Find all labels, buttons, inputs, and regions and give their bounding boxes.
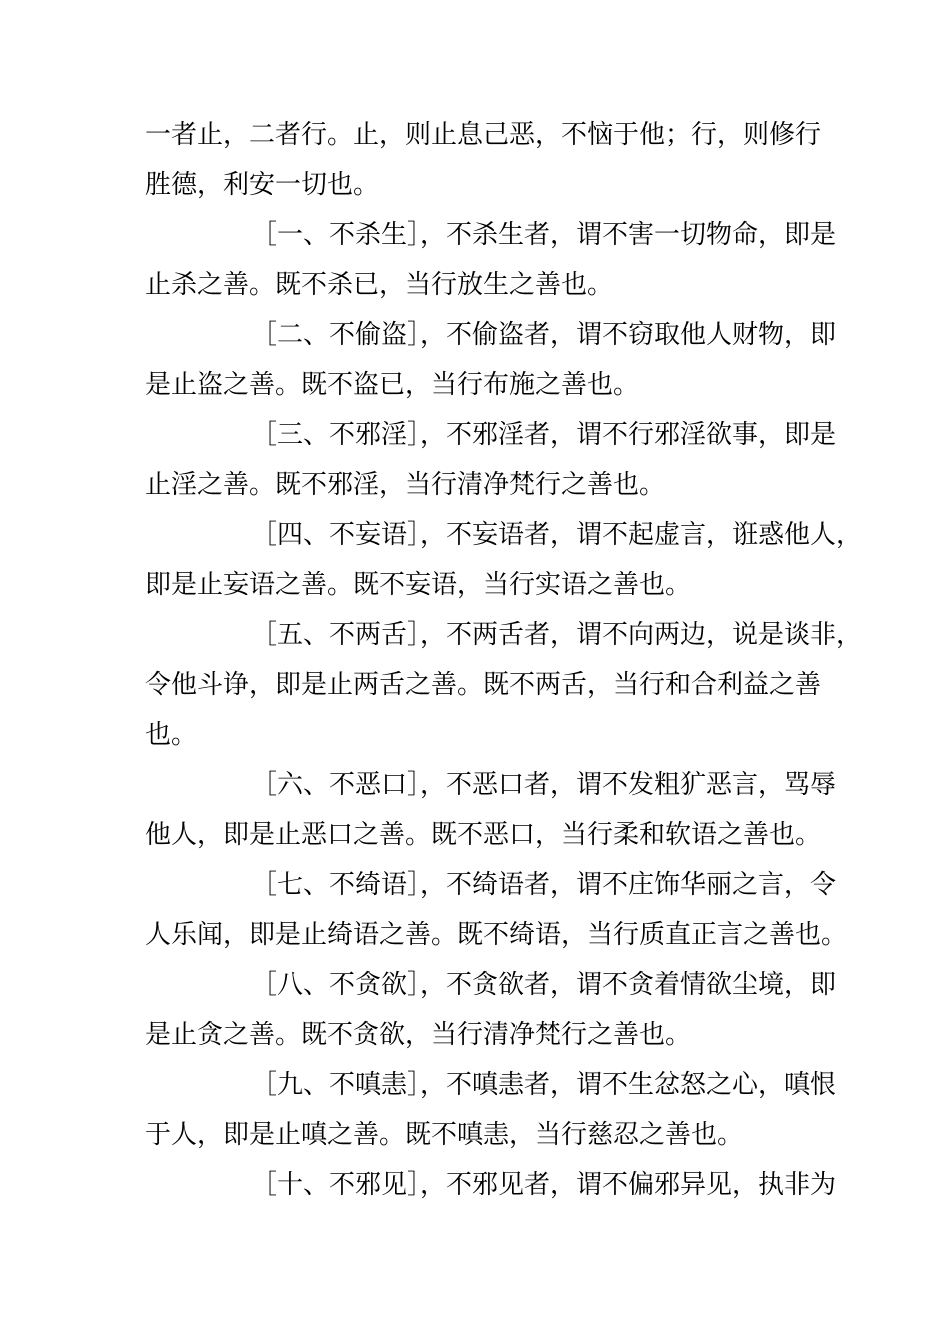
paragraph-first-line: ［一、不杀生］，不杀生者，谓不害一切物命，即是 bbox=[251, 220, 837, 250]
text-line: 于人，即是止嗔之善。既不嗔恚，当行慈忍之善也。 bbox=[145, 1120, 744, 1150]
paragraph-first-line: ［四、不妄语］，不妄语者，谓不起虚言，诳惑他人， bbox=[251, 520, 863, 550]
paragraph-first-line: ［七、不绮语］，不绮语者，谓不庄饰华丽之言，令 bbox=[251, 870, 837, 900]
text-line: 也。 bbox=[145, 720, 198, 750]
paragraph-first-line: ［八、不贪欲］，不贪欲者，谓不贪着情欲尘境，即 bbox=[251, 970, 837, 1000]
text-line: 一者止，二者行。止，则止息己恶，不恼于他；行，则修行 bbox=[145, 120, 822, 150]
text-line: 止杀之善。既不杀已，当行放生之善也。 bbox=[145, 270, 614, 300]
paragraph-first-line: ［十、不邪见］，不邪见者，谓不偏邪异见，执非为 bbox=[251, 1170, 837, 1200]
paragraph-first-line: ［五、不两舌］，不两舌者，谓不向两边，说是谈非， bbox=[251, 620, 863, 650]
text-line: 即是止妄语之善。既不妄语，当行实语之善也。 bbox=[145, 570, 692, 600]
text-line: 人乐闻，即是止绮语之善。既不绮语，当行质直正言之善也。 bbox=[145, 920, 848, 950]
paragraph-first-line: ［三、不邪淫］，不邪淫者，谓不行邪淫欲事，即是 bbox=[251, 420, 837, 450]
text-line: 胜德，利安一切也。 bbox=[145, 170, 380, 200]
text-line: 他人，即是止恶口之善。既不恶口，当行柔和软语之善也。 bbox=[145, 820, 822, 850]
text-line: 是止盗之善。既不盗已，当行布施之善也。 bbox=[145, 370, 640, 400]
text-line: 是止贪之善。既不贪欲，当行清净梵行之善也。 bbox=[145, 1020, 692, 1050]
text-line: 令他斗诤，即是止两舌之善。既不两舌，当行和合利益之善 bbox=[145, 670, 822, 700]
text-line: 止淫之善。既不邪淫，当行清净梵行之善也。 bbox=[145, 470, 666, 500]
paragraph-first-line: ［六、不恶口］，不恶口者，谓不发粗犷恶言，骂辱 bbox=[251, 770, 837, 800]
paragraph-first-line: ［二、不偷盗］，不偷盗者，谓不窃取他人财物，即 bbox=[251, 320, 837, 350]
paragraph-first-line: ［九、不嗔恚］，不嗔恚者，谓不生忿怒之心，嗔恨 bbox=[251, 1070, 837, 1100]
body-text bbox=[145, 110, 863, 1210]
